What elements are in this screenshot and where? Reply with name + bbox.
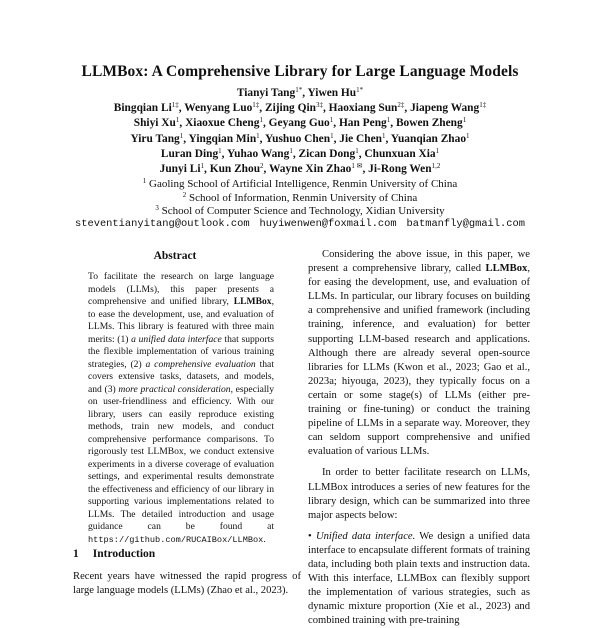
email-address[interactable]: batmanfly@gmail.com xyxy=(406,218,525,230)
author-line: Junyi Li$^1$, Kun Zhou$^2$, Wayne Xin Zhao$^{1 ✉}$, Ji-Rong Wen$^{1,2}$ xyxy=(159,162,441,176)
abstract-text: , especially on user-friendliness and efficiency. With our library, users can easily reproduce existing methods, train new models, and conduct comprehensive performance comparisons. To rigorously test LLMBox, we conduct extensive experiments in a diverse coverage of evaluation settings, and experimental results demonstrate the effectiveness and efficiency of our library in supporting various implementations related to LLMs. The detailed introduction and usage guidance can be found at xyxy=(88,383,275,532)
body-paragraph: In order to better facilitate research on LLMs, LLMBox introduces a series of new features for the library design, which can be summarized into three major aspects below: xyxy=(308,467,530,521)
paragraph-text: , for easing the development, use, and evaluation of LLMs. In particular, our library focuses on building a comprehensive and unified framework (including training, inference, and evaluation) for better supporting LLM-based research and applications. Although there are already several open-source libraries for LLMs (Kwon et al., 2023; Gao et al., 2023a; hiyouga, 2023), they typically focus on a certain or some stage(s) of LLMs (either pre-training or fine-tuning) or conduct the training pipeline of LLMs in a separate way. Moreover, they can seldom support comprehensive and unified evaluation of various LLMs. xyxy=(308,263,530,458)
author-affiliation-marker: 1 xyxy=(355,146,359,155)
introduction-text: Recent years have witnessed the rapid progress of large language models (LLMs) (Zhao et al., 2023). xyxy=(73,571,301,597)
author-affiliation-marker: 3‡ xyxy=(315,101,323,110)
paragraph-text: Considering the above issue, in this paper, we present a comprehensive library, called xyxy=(308,249,530,275)
author-affiliation-marker: 1 xyxy=(259,116,263,125)
affiliation xyxy=(40,178,560,192)
author-name: Jie Chen xyxy=(339,132,382,145)
author-name: Junyi Li xyxy=(159,163,201,176)
author-name: Wenyang Luo xyxy=(184,102,253,115)
feature-bullet xyxy=(308,530,530,628)
merit-emphasis: more practical consideration xyxy=(118,383,231,395)
author-affiliation-marker: 1,2 xyxy=(431,162,441,171)
author-name: Zijing Qin xyxy=(265,102,316,115)
author-name: Jiapeng Wang xyxy=(410,102,480,115)
author-affiliation-marker: 1 xyxy=(179,131,184,140)
author-name: Haoxiang Sun xyxy=(328,102,398,115)
body-paragraph xyxy=(308,248,530,459)
abstract-body xyxy=(88,271,274,546)
author-line: Yiru Tang$^1$, Yingqian Min$^1$, Yushuo Chen$^1$, Jie Chen$^1$, Yuanqian Zhao$^1$ xyxy=(130,131,470,145)
right-column xyxy=(308,248,530,628)
bullet-title: Unified data interface. xyxy=(315,530,416,542)
author-name: Xiaoxue Cheng xyxy=(185,117,260,130)
abstract-text: . xyxy=(263,533,266,545)
author-list xyxy=(60,86,540,177)
email-address[interactable]: huyiwenwen@foxmail.com xyxy=(259,218,397,230)
abstract-text: , to ease the development, use, and evaluation of LLMs. This library is featured with three main merits: (1) xyxy=(88,296,274,345)
bullet-marker: • xyxy=(308,530,312,542)
repository-link[interactable]: https://github.com/RUCAIBox/LLMBox xyxy=(88,534,264,545)
affiliation-text: School of Computer Science and Technology, Xidian University xyxy=(161,205,445,217)
author-name: Tianyi Tang xyxy=(236,87,296,99)
author-name: Yiru Tang xyxy=(130,132,180,145)
author-affiliation-marker: 1 xyxy=(330,131,334,140)
author-line: Bingqian $Li^{1\ddagger}$, Wenyang Luo$^{1\ddagger}$, Zijing Qin$^{3\ddagger}$, Haoxiang Sun$^{2\ddagger}$, Jiapeng Wang$^{1\ddagger}$ xyxy=(113,101,487,115)
author-name: Geyang Guo xyxy=(268,117,330,130)
affiliation-marker: 1 xyxy=(142,177,147,185)
author-affiliation-marker: 1‡ xyxy=(479,101,487,110)
abstract-heading: Abstract xyxy=(153,250,197,262)
author-line: Shiyi Xu$^1$, Xiaoxue Cheng$^1$, Geyang Guo$^1$, Han Peng$^1$, Bowen Zheng$^1$ xyxy=(133,116,467,130)
author-affiliation-marker: 1‡ xyxy=(171,101,179,110)
abstract-text: that covers extensive tasks, datasets, and models, and (3) xyxy=(88,358,274,395)
bullet-text: We design a unified data interface to encapsulate different formats of training data, including both plain texts and instruction data. With this interface, LLMBox can flexibly support the implementation of various strategies, such as dynamic mixture proportion (Xie et al., 2023) and combined training with pre-training xyxy=(308,530,530,627)
author-name: Bingqian Li xyxy=(113,102,172,115)
author-affiliation-marker: 1 xyxy=(200,162,204,171)
author-line: Tianyi Tang$^{1*}$, Yiwen $Hu^{1*}$ xyxy=(236,86,364,99)
author-affiliation-marker: 1 xyxy=(218,146,222,155)
section-number: 1 xyxy=(73,548,79,560)
author-name: Chunxuan Xia xyxy=(364,147,436,160)
author-affiliation-marker: 1 xyxy=(289,146,293,155)
author-affiliation-marker: 1* xyxy=(295,86,303,94)
author-name: Ji-Rong Wen xyxy=(368,163,432,176)
affiliation-marker: 3 xyxy=(155,204,159,212)
affiliation-marker: 2 xyxy=(182,190,187,199)
author-affiliation-marker: 1 xyxy=(382,131,386,140)
author-name: Yingqian Min xyxy=(188,132,257,145)
affiliation-list xyxy=(40,178,560,219)
author-name: Yuanqian Zhao xyxy=(390,132,467,145)
abstract-text: To facilitate the research on large language models (LLMs), this paper presents a comprehensive and unified library, xyxy=(88,271,274,307)
author-affiliation-marker: 2‡ xyxy=(397,101,405,110)
author-affiliation-marker: 1‡ xyxy=(252,101,260,110)
author-affiliation-marker: 1 xyxy=(386,116,391,125)
library-name: LLMBox xyxy=(233,296,272,307)
email-list xyxy=(75,218,525,230)
affiliation-text: School of Information, Renmin University of China xyxy=(189,191,418,204)
section-heading xyxy=(73,548,155,560)
library-name: LLMBox xyxy=(485,263,528,275)
author-name: Luran Ding xyxy=(160,147,219,160)
author-name: Yuhao Wang xyxy=(226,147,290,160)
affiliation-text: Gaoling School of Artificial Intelligence, Renmin University of China xyxy=(149,178,458,190)
abstract-text: that supports the flexible implementation of various training strategies, (2) xyxy=(88,333,274,370)
author-affiliation-marker: 1 ✉ xyxy=(351,162,363,171)
author-name: Han Peng xyxy=(338,117,387,130)
author-affiliation-marker: 1 xyxy=(175,116,180,125)
merit-emphasis: a unified data interface xyxy=(131,333,222,345)
author-affiliation-marker: 1 xyxy=(466,131,470,140)
author-name: Zican Dong xyxy=(298,147,356,160)
paper-title: LLMBox: A Comprehensive Library for Large Language Models xyxy=(81,63,519,80)
author-affiliation-marker: 1 xyxy=(435,146,440,155)
author-name: Kun Zhou xyxy=(209,163,261,176)
merit-emphasis: a comprehensive evaluation xyxy=(145,358,256,370)
author-name: Shiyi Xu xyxy=(133,117,176,130)
author-affiliation-marker: 1 xyxy=(329,116,334,125)
author-line: Luran Ding$^1$, Yuhao Wang$^1$, Zican Dong$^1$, Chunxuan Xia$^1$ xyxy=(160,146,440,160)
author-name: Yiwen Hu xyxy=(307,87,357,99)
author-name: Wayne Xin Zhao xyxy=(269,163,352,176)
author-affiliation-marker: 2 xyxy=(260,162,264,171)
affiliation xyxy=(40,192,560,206)
author-name: Yushuo Chen xyxy=(264,132,331,145)
author-affiliation-marker: 1* xyxy=(356,86,364,94)
author-name: Bowen Zheng xyxy=(395,117,463,130)
author-affiliation-marker: 1 xyxy=(256,131,260,140)
affiliation xyxy=(40,205,560,219)
author-affiliation-marker: 1 xyxy=(462,116,467,125)
section-title: Introduction xyxy=(92,548,156,560)
email-address[interactable]: steventianyitang@outlook.com xyxy=(75,218,250,230)
